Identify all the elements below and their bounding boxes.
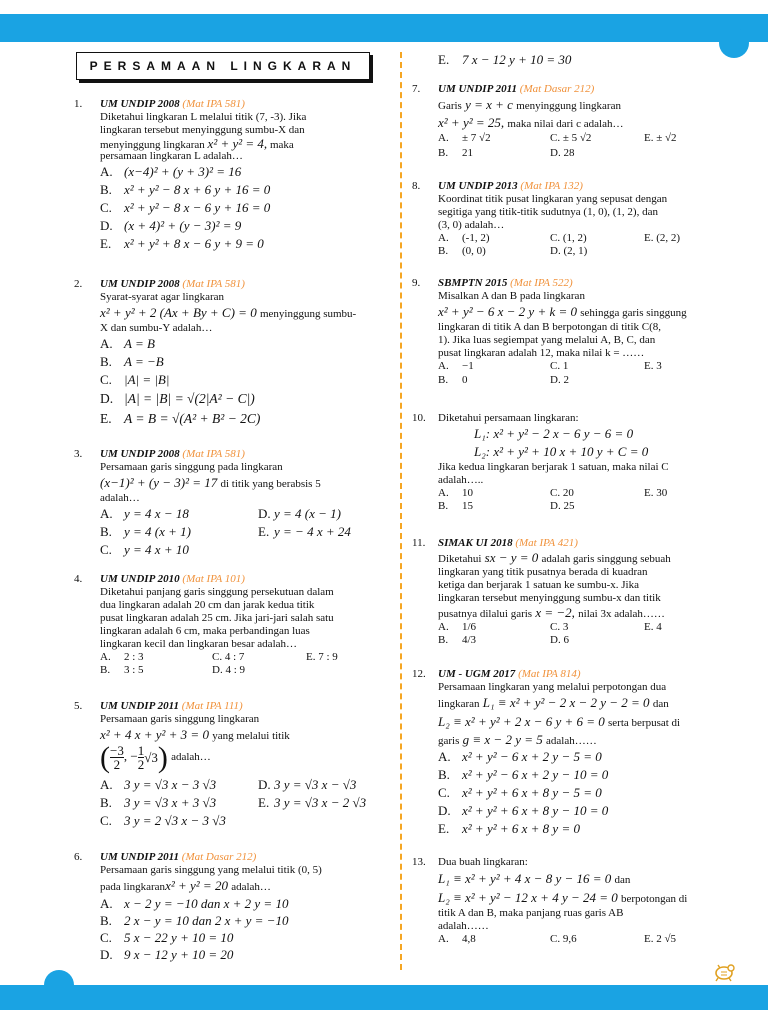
- option-a[interactable]: x² + y² − 6 x + 2 y − 5 = 0: [462, 749, 602, 764]
- option-key: B.: [100, 664, 111, 676]
- question-text: Koordinat titik pusat lingkaran yang sepusat dengan: [438, 193, 668, 205]
- question-text: Persamaan garis singgung yang melalui titik (0, 5): [100, 864, 322, 876]
- question-number: 2.: [74, 278, 83, 290]
- option-key: A.: [438, 132, 449, 144]
- option-a[interactable]: (-1, 2): [462, 232, 490, 244]
- question-number: 11.: [412, 537, 426, 549]
- option-key: D.: [550, 500, 561, 512]
- question-number: 13.: [412, 856, 426, 868]
- option-e[interactable]: A = B = √(A² + B² − 2C): [124, 411, 261, 426]
- exam-name: UM UNDIP 2011: [100, 851, 180, 863]
- question-number: 1.: [74, 98, 83, 110]
- exam-source: (Mat IPA 581): [182, 278, 245, 290]
- option-key: A.: [100, 651, 111, 663]
- option-a[interactable]: 4,8: [462, 933, 476, 945]
- header-band: [0, 14, 768, 42]
- option-c[interactable]: x² + y² − 8 x − 6 y + 16 = 0: [124, 200, 271, 215]
- math-expression: y = x + c: [465, 97, 513, 112]
- option-key: C.: [100, 930, 112, 945]
- math-expression: x² + y² = 4,: [207, 136, 268, 151]
- question-text: titik A dan B, maka panjang ruas garis AB: [438, 907, 624, 919]
- exam-name: UM UNDIP 2008: [100, 98, 180, 110]
- column-divider: [400, 52, 402, 970]
- option-key: A.: [438, 360, 449, 372]
- footer-dot: [44, 970, 74, 1000]
- option-key: E.: [100, 236, 112, 251]
- option-key: D.: [258, 506, 271, 521]
- option-key: E.: [438, 821, 450, 836]
- option-key: E.: [644, 487, 654, 499]
- exam-source: (Mat IPA 814): [518, 668, 581, 680]
- option-c[interactable]: ± 5 √2: [562, 132, 592, 144]
- question-text: ketiga dan berjarak 1 satuan ke sumbu-x. Jika: [438, 579, 639, 591]
- option-e[interactable]: ± √2: [656, 132, 677, 144]
- option-b[interactable]: 21: [462, 147, 473, 159]
- option-b[interactable]: y = 4 (x + 1): [124, 524, 191, 539]
- option-d[interactable]: 4 : 9: [225, 664, 246, 676]
- option-b[interactable]: x² + y² − 6 x + 2 y − 10 = 0: [462, 767, 609, 782]
- option-d[interactable]: (x + 4)² + (y − 3)² = 9: [124, 218, 242, 233]
- question-text: Diketahui: [438, 553, 482, 565]
- option-key: C.: [100, 200, 112, 215]
- option-key: D.: [258, 777, 271, 792]
- question-text: Diketahui persamaan lingkaran:: [438, 412, 579, 424]
- exam-source: (Mat Dasar 212): [519, 83, 595, 95]
- option-a[interactable]: x − 2 y = −10 dan x + 2 y = 10: [124, 896, 289, 911]
- option-key: D.: [550, 147, 561, 159]
- option-key: D.: [100, 391, 114, 406]
- question-number: 5.: [74, 700, 83, 712]
- option-key: B.: [438, 500, 449, 512]
- option-b[interactable]: 4/3: [462, 634, 477, 646]
- option-key: C.: [438, 785, 450, 800]
- question-number: 7.: [412, 83, 421, 95]
- option-d[interactable]: 2: [563, 374, 569, 386]
- option-key: E.: [100, 411, 112, 426]
- exam-source: (Mat IPA 421): [515, 537, 578, 549]
- option-key: A.: [438, 487, 449, 499]
- question-text: pusat lingkaran adalah 25 cm. Jika jari-jari salah satu: [100, 612, 334, 624]
- question-number: 12.: [412, 668, 426, 680]
- question-text: dan: [652, 698, 669, 710]
- option-key: C.: [550, 933, 561, 945]
- question-text: segitiga yang titik-titik sudutnya (1, 0), (1, 2), dan: [438, 206, 658, 218]
- option-key: D.: [100, 218, 113, 233]
- exam-source: (Mat IPA 522): [510, 277, 573, 289]
- option-key: A.: [100, 336, 113, 351]
- option-key: E.: [644, 933, 654, 945]
- option-e[interactable]: 4: [656, 621, 662, 633]
- option-b[interactable]: (0, 0): [462, 245, 486, 257]
- math-expression: x² + y² − 6 x − 2 y + k = 0: [438, 304, 578, 319]
- option-key: D.: [212, 664, 223, 676]
- option-a[interactable]: 3 y = √3 x − 3 √3: [124, 777, 217, 792]
- option-key: B.: [100, 182, 112, 197]
- exam-name: UM UNDIP 2008: [100, 278, 180, 290]
- question-text: dua lingkaran adalah 20 cm dan jarak kedua titik: [100, 599, 315, 611]
- option-key: D.: [550, 245, 561, 257]
- option-key: C.: [100, 372, 112, 387]
- question-text: lingkaran di titik A dan B berpotongan di titik C(8,: [438, 321, 662, 333]
- option-key: C.: [550, 621, 561, 633]
- exam-source: (Mat IPA 132): [520, 180, 583, 192]
- mascot-icon: [712, 960, 736, 984]
- option-key: B.: [438, 767, 450, 782]
- option-c[interactable]: 4 : 7: [224, 651, 245, 663]
- option-c[interactable]: 3 y = 2 √3 x − 3 √3: [124, 813, 226, 828]
- option-a[interactable]: (x−4)² + (y + 3)² = 16: [124, 164, 242, 179]
- question-number: 3.: [74, 448, 83, 460]
- option-d[interactable]: 9 x − 12 y + 10 = 20: [124, 947, 234, 962]
- option-c[interactable]: x² + y² + 6 x + 8 y − 5 = 0: [462, 785, 602, 800]
- math-expression: L₁ ≡ x² + y² + 4 x − 8 y − 16 = 0: [438, 871, 612, 886]
- option-key: C.: [550, 360, 561, 372]
- question-text: Syarat-syarat agar lingkaran: [100, 291, 224, 303]
- question-text: sehingga garis singgung: [580, 307, 687, 319]
- question-text: adalah……: [546, 735, 597, 747]
- exam-name: UM - UGM 2017: [438, 668, 516, 680]
- question-text: adalah……: [438, 920, 489, 932]
- option-key: C.: [100, 542, 112, 557]
- option-key: A.: [100, 164, 113, 179]
- question-text: menyinggung sumbu-: [259, 308, 357, 320]
- option-c[interactable]: 1: [562, 360, 569, 372]
- question-text: Persamaan garis singgung pada lingkaran: [100, 461, 283, 473]
- option-key: C.: [100, 813, 112, 828]
- option-key: A.: [100, 506, 113, 521]
- question-text: (3, 0) adalah…: [438, 219, 505, 231]
- page-title: PERSAMAAN LINGKARAN: [76, 52, 370, 80]
- exam-name: UM UNDIP 2008: [100, 448, 180, 460]
- option-e[interactable]: (2, 2): [656, 232, 681, 244]
- option-b[interactable]: x² + y² − 8 x + 6 y + 16 = 0: [124, 182, 271, 197]
- question-text: di titik yang berabsis 5: [220, 478, 321, 490]
- question-text: menyinggung lingkaran: [516, 100, 621, 112]
- option-e[interactable]: x² + y² + 6 x + 8 y = 0: [462, 821, 580, 836]
- question-text: dan: [614, 874, 631, 886]
- math-expression: x = −2,: [535, 605, 575, 620]
- footer-band: [0, 985, 768, 1010]
- question-text: lingkaran yang titik pusatnya berada di kuadran: [438, 566, 648, 578]
- question-text: Misalkan A dan B pada lingkaran: [438, 290, 585, 302]
- question-text: pada lingkaran: [100, 881, 166, 893]
- option-b[interactable]: 2 x − y = 10 dan 2 x + y = −10: [124, 913, 289, 928]
- question-text: lingkaran tersebut menyinggung sumbu-x dan titik: [438, 592, 661, 604]
- exam-name: SIMAK UI 2018: [438, 537, 513, 549]
- option-d[interactable]: x² + y² + 6 x + 8 y − 10 = 0: [462, 803, 609, 818]
- question-text: menyinggung lingkaran: [100, 139, 205, 151]
- option-key: E.: [258, 795, 270, 810]
- option-e[interactable]: 7 x − 12 y + 10 = 30: [462, 52, 572, 67]
- question-text: persamaan lingkaran L adalah…: [100, 150, 243, 162]
- exam-source: (Mat IPA 581): [182, 98, 245, 110]
- exam-source: (Mat IPA 581): [182, 448, 245, 460]
- math-expression: L₂ ≡ x² + y² − 12 x + 4 y − 24 = 0: [438, 890, 618, 905]
- option-e[interactable]: 30: [656, 487, 668, 499]
- option-e[interactable]: y = − 4 x + 24: [274, 524, 351, 539]
- option-b[interactable]: 3 y = √3 x + 3 √3: [124, 795, 217, 810]
- option-key: B.: [438, 634, 449, 646]
- option-key: C.: [212, 651, 223, 663]
- math-expression: sx − y = 0: [484, 550, 539, 565]
- question-text: adalah…: [171, 751, 211, 763]
- math-expression: g ≡ x − 2 y = 5: [462, 732, 543, 747]
- option-d[interactable]: 28: [563, 147, 575, 159]
- option-key: D.: [100, 947, 113, 962]
- option-c[interactable]: (1, 2): [562, 232, 587, 244]
- question-number: 6.: [74, 851, 83, 863]
- circle-equation: L₁: x² + y² − 2 x − 6 y − 6 = 0: [474, 426, 634, 441]
- option-a[interactable]: −1: [462, 360, 474, 372]
- math-expression: x² + 4 x + y² + 3 = 0: [100, 727, 209, 742]
- option-key: B.: [100, 354, 112, 369]
- option-d[interactable]: (2, 1): [563, 245, 588, 257]
- option-a[interactable]: ± 7 √2: [462, 132, 491, 144]
- option-b[interactable]: A = −B: [124, 354, 164, 369]
- option-key: A.: [100, 777, 113, 792]
- question-text: berpotongan di: [621, 893, 688, 905]
- option-c[interactable]: 20: [562, 487, 574, 499]
- option-b[interactable]: 0: [462, 374, 468, 386]
- question-text: adalah garis singgung sebuah: [541, 553, 671, 565]
- option-key: B.: [100, 913, 112, 928]
- option-d[interactable]: y = 4 (x − 1): [274, 506, 341, 521]
- question-text: adalah…: [100, 492, 140, 504]
- question-text: Diketahui panjang garis singgung persekutuan dalam: [100, 586, 334, 598]
- option-key: E.: [306, 651, 316, 663]
- option-d[interactable]: 25: [563, 500, 575, 512]
- exam-name: UM UNDIP 2010: [100, 573, 180, 585]
- option-a[interactable]: 2 : 3: [124, 651, 144, 663]
- question-text: maka: [269, 139, 294, 151]
- option-c[interactable]: 5 x − 22 y + 10 = 10: [124, 930, 234, 945]
- math-expression: x² + y² = 25,: [438, 115, 505, 130]
- point-expression: ( $\frac{-3}{2}$ , − $\frac{1}{2}$ √3) adalah…: [100, 741, 211, 774]
- option-a[interactable]: 1/6: [462, 621, 477, 633]
- exam-source: (Mat Dasar 212): [181, 851, 257, 863]
- option-key: E.: [644, 360, 654, 372]
- question-number: 8.: [412, 180, 421, 192]
- question-text: X dan sumbu-Y adalah…: [100, 322, 213, 334]
- question-text: Jika kedua lingkaran berjarak 1 satuan, maka nilai C: [438, 461, 669, 473]
- math-expression: (x−1)² + (y − 3)² = 17: [100, 475, 218, 490]
- question-text: Garis: [438, 100, 462, 112]
- question-text: lingkaran kecil dan lingkaran besar adalah…: [100, 638, 298, 650]
- question-text: pusatnya dilalui garis: [438, 608, 533, 620]
- option-d[interactable]: |A| = |B| = √(2|A² − C|): [124, 391, 255, 406]
- option-key: B.: [438, 147, 449, 159]
- option-key: D.: [550, 634, 561, 646]
- option-d[interactable]: 6: [563, 634, 569, 646]
- option-key: A.: [438, 621, 449, 633]
- question-number: 4.: [74, 573, 83, 585]
- math-expression: x² + y² = 20: [165, 878, 228, 893]
- option-key: B.: [438, 245, 449, 257]
- question-text: Persamaan garis singgung lingkaran: [100, 713, 260, 725]
- exam-name: UM UNDIP 2011: [438, 83, 518, 95]
- option-key: A.: [438, 232, 449, 244]
- question-6-continued: [438, 51, 758, 69]
- option-c[interactable]: 3: [562, 621, 569, 633]
- question-number: 9.: [412, 277, 421, 289]
- question-text: adalah…: [231, 881, 271, 893]
- option-key: C.: [550, 487, 561, 499]
- option-key: E.: [644, 232, 654, 244]
- exam-name: UM UNDIP 2011: [100, 700, 180, 712]
- question-text: maka nilai dari c adalah…: [507, 118, 624, 130]
- option-a[interactable]: 10: [462, 487, 473, 499]
- question-text: lingkaran tersebut menyinggung sumbu-X dan: [100, 124, 305, 136]
- option-key: A.: [438, 933, 449, 945]
- option-key: B.: [100, 524, 112, 539]
- option-key: B.: [100, 795, 112, 810]
- option-e[interactable]: x² + y² + 8 x − 6 y + 9 = 0: [124, 236, 264, 251]
- question-text: 1). Jika luas segiempat yang melalui A, B, C, dan: [438, 334, 656, 346]
- option-key: E.: [644, 132, 654, 144]
- option-a[interactable]: y = 4 x − 18: [124, 506, 189, 521]
- option-c[interactable]: |A| = |B|: [124, 372, 170, 387]
- circle-equation: L₂: x² + y² + 10 x + 10 y + C = 0: [474, 444, 649, 459]
- math-expression: L₁ ≡ x² + y² − 2 x − 2 y − 2 = 0: [482, 695, 650, 710]
- question-text: lingkaran: [438, 698, 480, 710]
- question-text: garis: [438, 735, 460, 747]
- math-expression: L₂ ≡ x² + y² + 2 x − 6 y + 6 = 0: [438, 714, 605, 729]
- question-number: 10.: [412, 412, 426, 424]
- question-text: adalah…..: [438, 474, 484, 486]
- option-b[interactable]: 3 : 5: [124, 664, 144, 676]
- question-text: Persamaan lingkaran yang melalui perpotongan dua: [438, 681, 667, 693]
- math-expression: x² + y² + 2 (Ax + By + C) = 0: [100, 305, 257, 320]
- question-text: Diketahui lingkaran L melalui titik (7, -3). Jika: [100, 111, 307, 123]
- option-key: E.: [438, 52, 450, 67]
- option-key: C.: [550, 132, 561, 144]
- question-text: nilai 3x adalah……: [578, 608, 665, 620]
- option-e[interactable]: 3 y = √3 x − 2 √3: [274, 795, 367, 810]
- question-text: pusat lingkaran adalah 12, maka nilai k = ……: [438, 347, 645, 359]
- option-key: D.: [550, 374, 561, 386]
- question-text: Dua buah lingkaran:: [438, 856, 528, 868]
- question-text: lingkaran adalah 6 cm, maka perbandingan luas: [100, 625, 310, 637]
- exam-source: (Mat IPA 111): [181, 700, 243, 712]
- option-c[interactable]: 9,6: [562, 933, 577, 945]
- option-e[interactable]: 7 : 9: [318, 651, 338, 663]
- option-key: A.: [438, 749, 451, 764]
- option-d[interactable]: 3 y = √3 x − √3: [274, 777, 357, 792]
- option-key: B.: [438, 374, 449, 386]
- option-key: A.: [100, 896, 113, 911]
- question-text: serta berpusat di: [608, 717, 681, 729]
- exam-name: UM UNDIP 2013: [438, 180, 518, 192]
- question-text: yang melalui titik: [212, 730, 290, 742]
- option-c[interactable]: y = 4 x + 10: [124, 542, 189, 557]
- option-e[interactable]: 2 √5: [656, 933, 677, 945]
- option-key: E.: [258, 524, 270, 539]
- option-key: E.: [644, 621, 654, 633]
- option-e[interactable]: 3: [656, 360, 662, 372]
- option-key: D.: [438, 803, 451, 818]
- exam-name: SBMPTN 2015: [438, 277, 508, 289]
- option-a[interactable]: A = B: [124, 336, 155, 351]
- option-b[interactable]: 15: [462, 500, 473, 512]
- exam-source: (Mat IPA 101): [182, 573, 245, 585]
- option-key: C.: [550, 232, 561, 244]
